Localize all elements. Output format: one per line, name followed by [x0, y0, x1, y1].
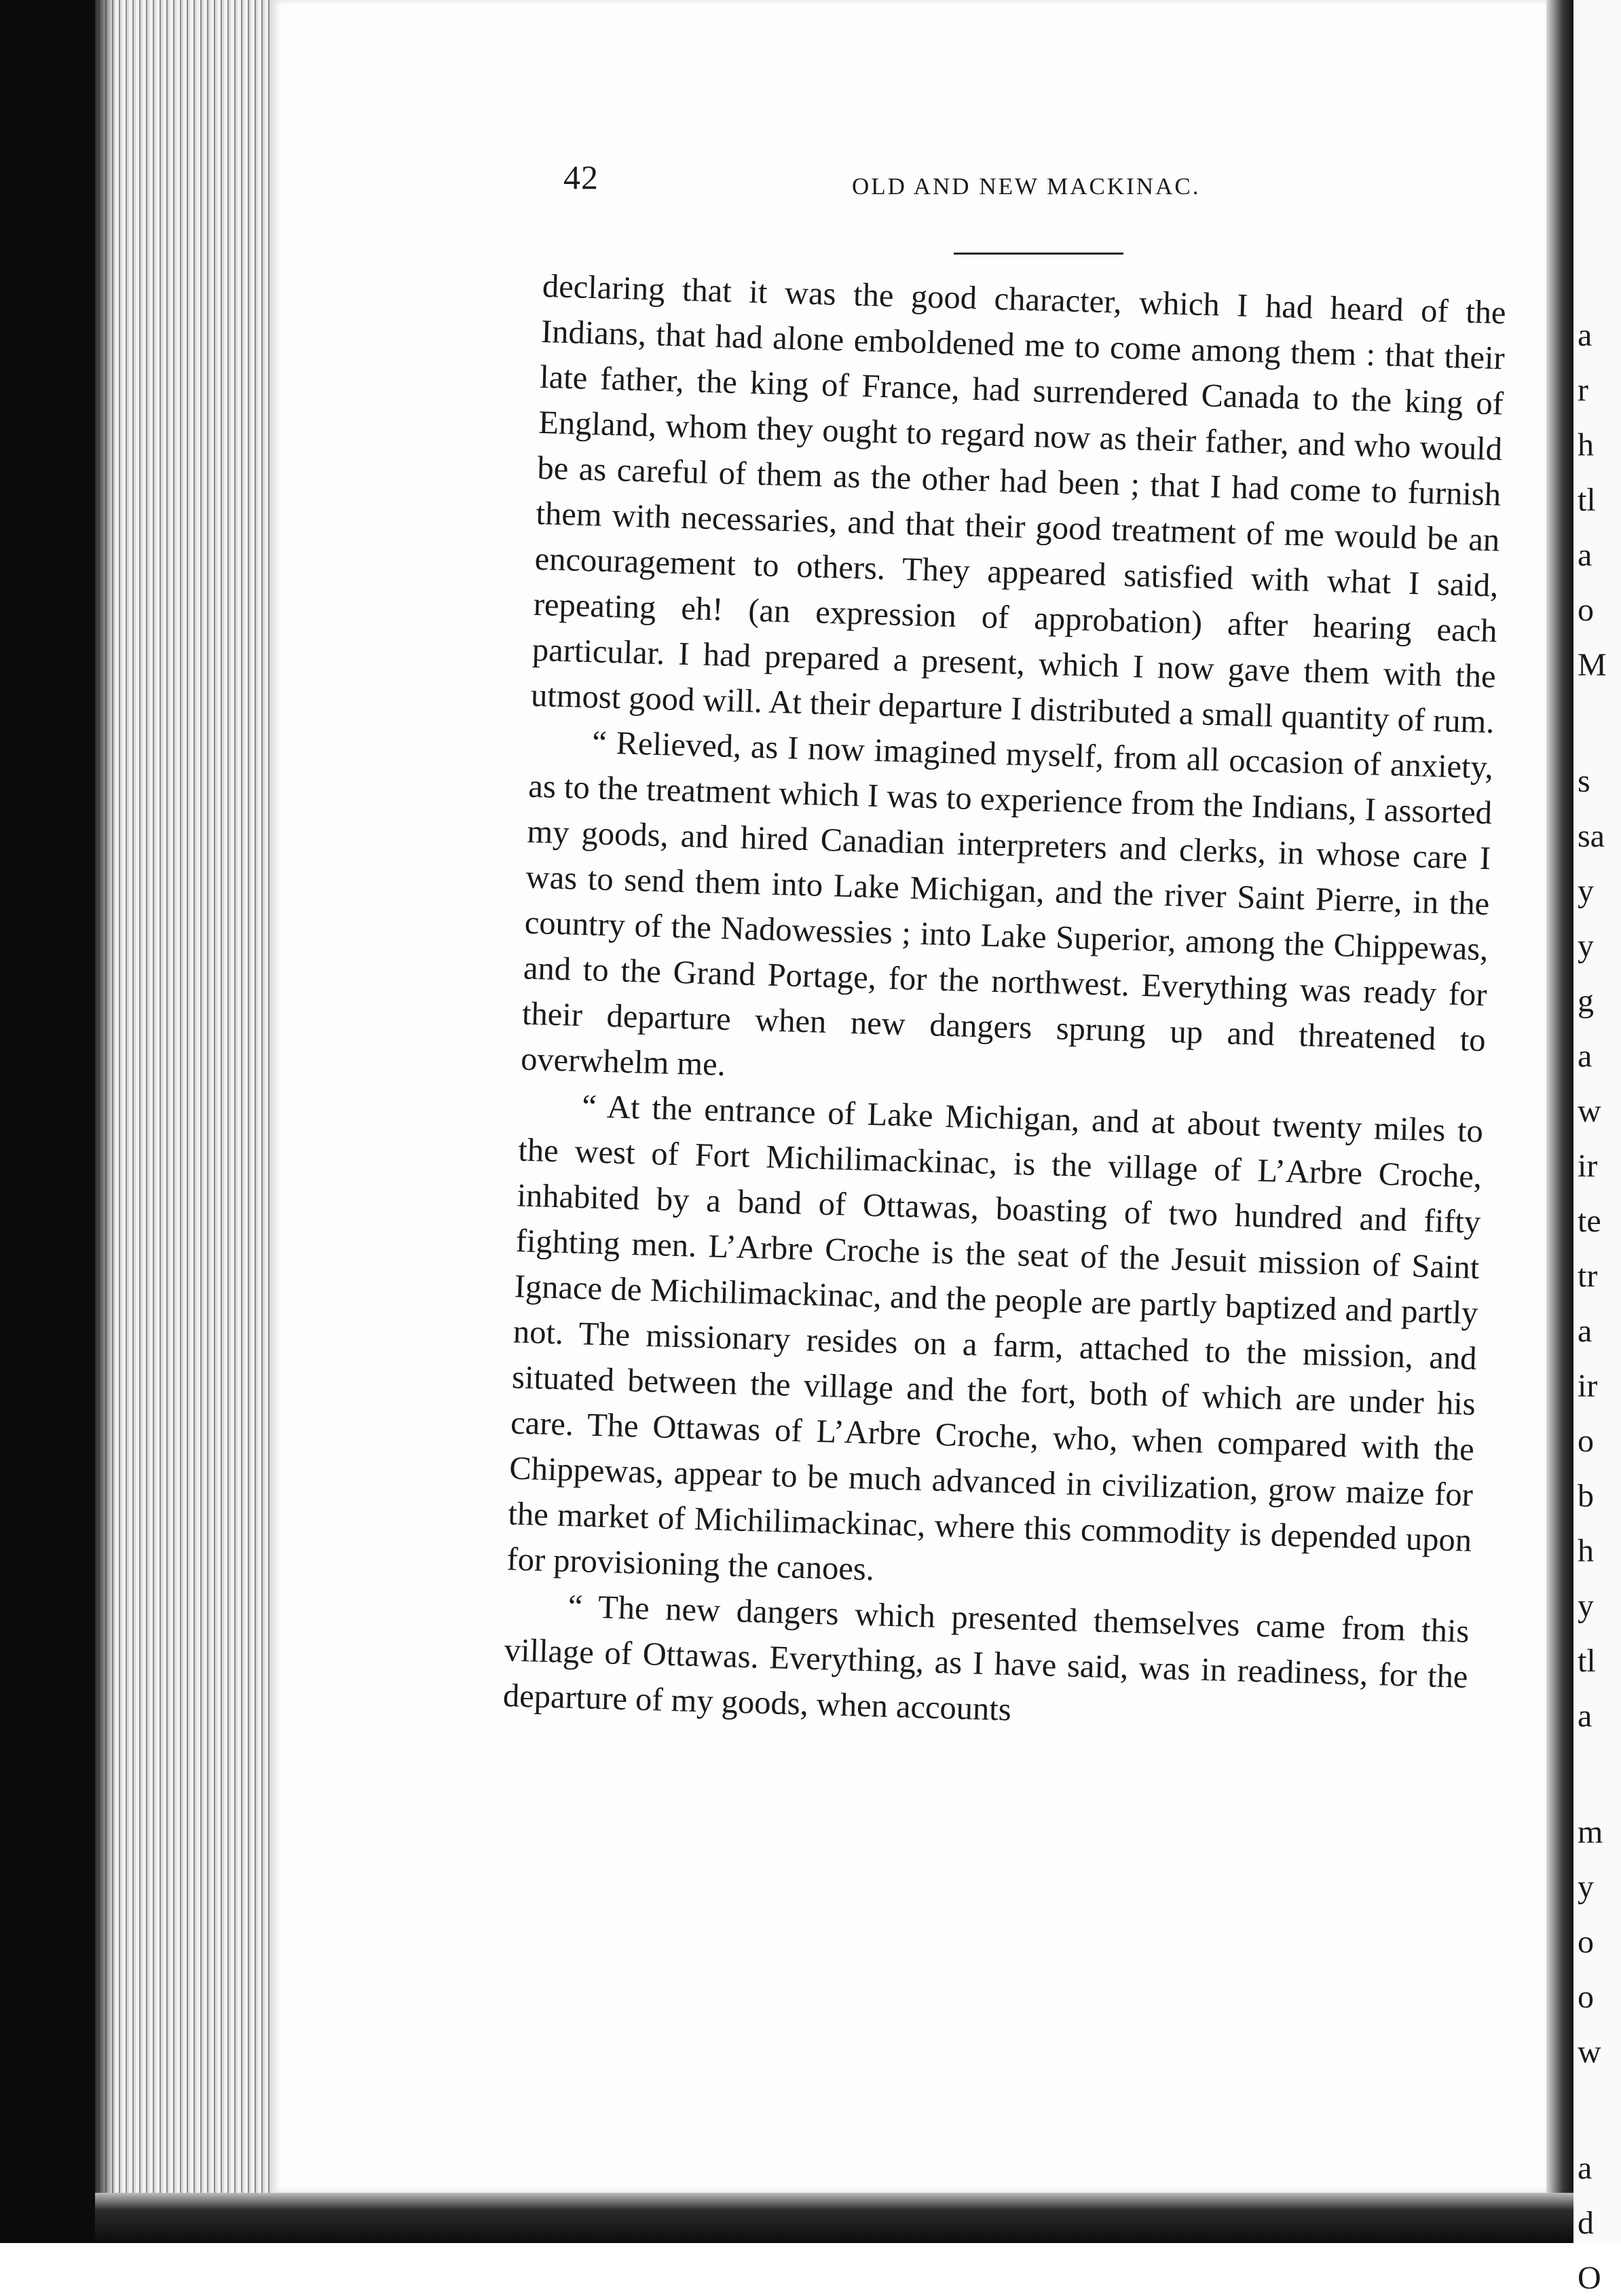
scan-border-left — [0, 0, 95, 2243]
facing-page-fragment: a — [1578, 537, 1592, 573]
facing-page-fragment: y — [1578, 1869, 1594, 1905]
book-page-edges — [95, 0, 272, 2243]
facing-page-fragment: a — [1578, 317, 1592, 353]
facing-page-fragment: a — [1578, 1313, 1592, 1349]
facing-page-fragment: o — [1578, 1924, 1594, 1960]
facing-page-fragment: o — [1578, 592, 1594, 628]
facing-page-fragment: tl — [1578, 482, 1596, 518]
facing-page-fragment: g — [1578, 983, 1594, 1019]
facing-page-fragment: sa — [1578, 818, 1605, 854]
facing-page-fragment: a — [1578, 1698, 1592, 1734]
facing-page-fragment: r — [1578, 372, 1588, 408]
facing-page-fragment: d — [1578, 2205, 1594, 2241]
facing-page-fragment: O — [1578, 2260, 1601, 2296]
facing-page-fragment: a — [1578, 1038, 1592, 1074]
facing-page-fragment: m — [1578, 1814, 1603, 1850]
facing-page-fragment: te — [1578, 1203, 1601, 1239]
paragraph-1: declaring that it was the good character, which I had heard of the Indians, that had alone emboldened me to come among them : that their late father, the king of France, had surrendered Canada to the king of England, whom they ought to regard now as their father, and who would be as careful of them as the other had been ; that I had come to furnish them with necessaries, and that their good treatment of me would be an encouragement to others. They appeared satisfied with what I said, repeating eh! (an expression of approbation) after hearing each particular. I had prepared a present, which I now gave them with the utmost good will. At their departure I distributed a small quantity of rum. — [530, 267, 1507, 741]
paragraph-3: “ At the entrance of Lake Michigan, and at about twenty miles to the west of Fort Michilimackinac, is the village of L’Arbre Croche, inhabited by a band of Ottawas, boasting of two hundred and fifty fighting men. L’Arbre Croche is the seat of the Jesuit mission of Saint Ignace de Michilimackinac, and the people are partly baptized and partly not. The missionary resides on a farm, attached to the mission, and situated between the village and the fort, both of which are under his care. The Ottawas of L’Arbre Croche, who, when compared with the Chippewas, appear to be much advanced in civilization, grow maize for the market of Michilimackinac, where this commodity is depended upon for provisioning the canoes. — [506, 1088, 1484, 1588]
facing-page-fragment: y — [1578, 873, 1594, 909]
book-gutter — [1546, 0, 1573, 2243]
facing-page-fragment: o — [1578, 1423, 1594, 1459]
facing-page-fragment: tl — [1578, 1643, 1596, 1679]
scan-border-bottom — [95, 2193, 1573, 2243]
facing-page-fragment: h — [1578, 1533, 1594, 1569]
facing-page-edge — [1573, 0, 1621, 2296]
header-rule — [954, 253, 1123, 255]
facing-page-fragment: w — [1578, 2034, 1601, 2070]
facing-page-fragment: ir — [1578, 1148, 1598, 1184]
facing-page-fragment: s — [1578, 763, 1590, 799]
page-edges-shadow — [95, 0, 115, 2243]
facing-page-fragment: tr — [1578, 1258, 1598, 1294]
facing-page-fragment: y — [1578, 1588, 1594, 1624]
facing-page-fragment: ir — [1578, 1368, 1598, 1404]
facing-page-fragment: y — [1578, 928, 1594, 964]
paragraph-4: “ The new dangers which presented themselves came from this village of Ottawas. Everything, as I have said, was in readiness, for the departure of my goods, when accounts — [502, 1588, 1470, 1728]
facing-page-fragment: M — [1578, 647, 1607, 683]
running-title: OLD AND NEW MACKINAC. — [852, 173, 1201, 200]
facing-page-fragment: o — [1578, 1979, 1594, 2015]
page-number: 42 — [563, 158, 599, 196]
facing-page-fragment: w — [1578, 1093, 1601, 1129]
facing-page-fragment: h — [1578, 427, 1594, 463]
facing-page-fragment: b — [1578, 1478, 1594, 1514]
paragraph-2: “ Relieved, as I now imagined myself, from all occasion of anxiety, as to the treatment which I was to experience from the Indians, I assorted my goods, and hired Canadian interpreters and clerks, in whose care I was to send them into Lake Michigan, and the river Saint Pierre, in the country of the Nadowessies ; into Lake Superior, among the Chippewas, and to the Grand Portage, for the northwest. Everything was ready for their departure when new dangers sprung up and threatened to overwhelm me. — [520, 724, 1494, 1083]
page-body — [502, 263, 1506, 1745]
facing-page-fragment: a — [1578, 2150, 1592, 2186]
